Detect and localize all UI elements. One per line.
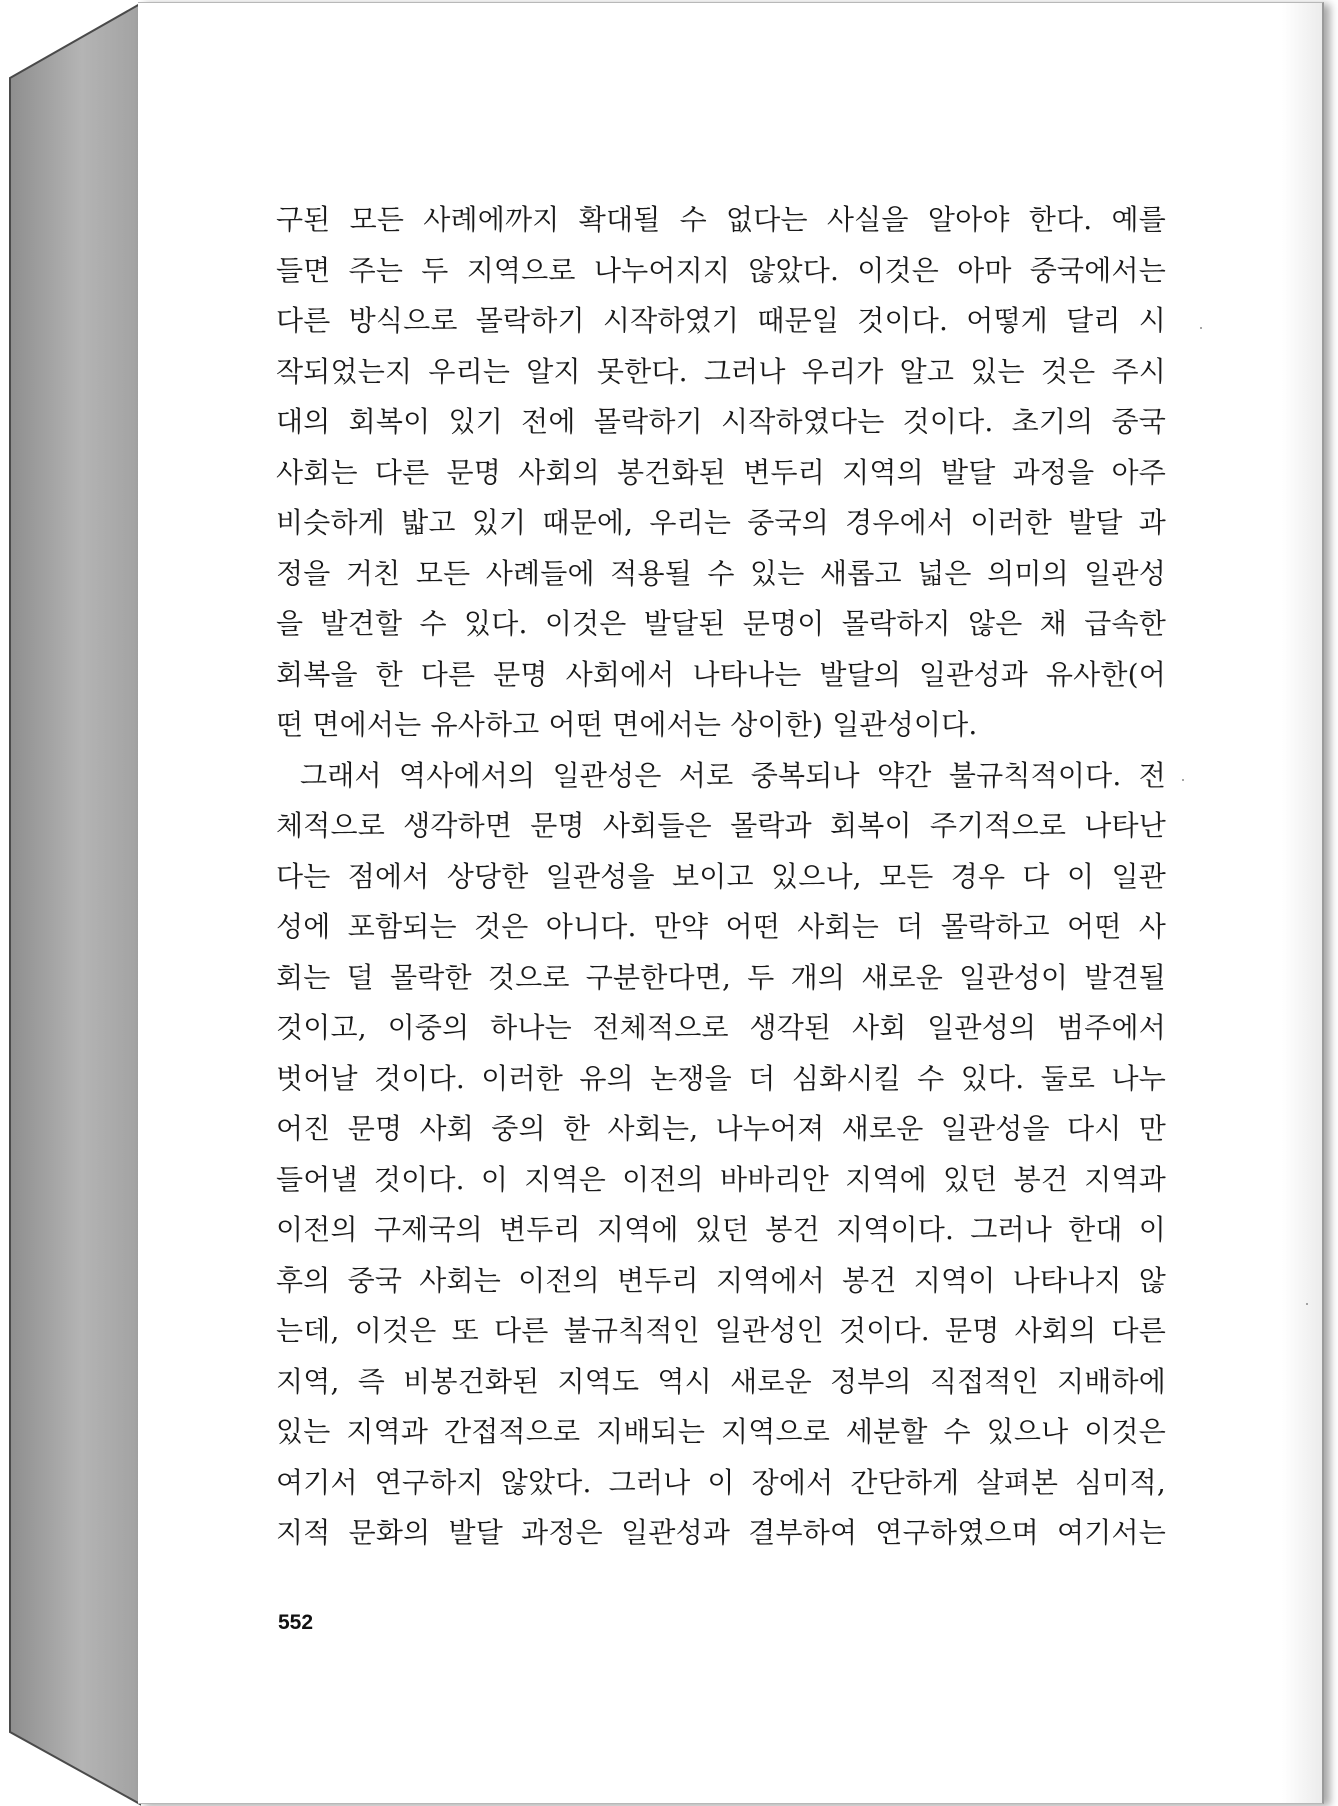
text-line: 후의 중국 사회는 이전의 변두리 지역에서 봉건 지역이 나타나지 않 [276, 1263, 1166, 1297]
paragraph [276, 751, 1166, 1559]
text-line: 는데, 이것은 또 다른 불규칙적인 일관성인 것이다. 문명 사회의 다른 [276, 1314, 1166, 1347]
page-number: 552 [278, 1611, 314, 1634]
text-line: 지역, 즉 비봉건화된 지역도 역시 새로운 정부의 직접적인 지배하에 [276, 1364, 1166, 1398]
paragraph [276, 195, 1166, 751]
book-spine-graphic [0, 0, 150, 1806]
text-line: 대의 회복이 있기 전에 몰락하기 시작하였다는 것이다. 초기의 중국 [276, 405, 1166, 438]
book-spine [0, 0, 150, 1806]
text-line: 들어낼 것이다. 이 지역은 이전의 바바리안 지역에 있던 봉건 지역과 [276, 1162, 1166, 1196]
text-line: 들면 주는 두 지역으로 나누어지지 않았다. 이것은 아마 중국에서는 [276, 253, 1166, 287]
text-line: 지적 문화의 발달 과정은 일관성과 결부하여 연구하였으며 여기서는 [276, 1516, 1166, 1549]
body-text [276, 195, 1166, 1559]
page-edge-shadow [1282, 3, 1322, 1803]
text-line: 정을 거친 모든 사례들에 적용될 수 있는 새롭고 넓은 의미의 일관성 [276, 556, 1166, 590]
book-page [138, 2, 1324, 1804]
text-line: 있는 지역과 간접적으로 지배되는 지역으로 세분할 수 있으나 이것은 [276, 1415, 1166, 1448]
text-line: 그래서 역사에서의 일관성은 서로 중복되나 약간 불규칙적이다. 전 [300, 758, 1166, 792]
text-line: 여기서 연구하지 않았다. 그러나 이 장에서 간단하게 살펴본 심미적, [276, 1465, 1166, 1499]
text-line: 체적으로 생각하면 문명 사회들은 몰락과 회복이 주기적으로 나타난 [276, 809, 1166, 842]
text-line: 이전의 구제국의 변두리 지역에 있던 봉건 지역이다. 그러나 한대 이 [276, 1213, 1166, 1246]
scan-speck [1182, 779, 1184, 781]
text-line: 사회는 다른 문명 사회의 봉건화된 변두리 지역의 발달 과정을 아주 [276, 455, 1166, 489]
text-line: 성에 포함되는 것은 아니다. 만약 어떤 사회는 더 몰락하고 어떤 사 [276, 910, 1166, 943]
text-line: 어진 문명 사회 중의 한 사회는, 나누어져 새로운 일관성을 다시 만 [276, 1112, 1166, 1145]
text-line: 벗어날 것이다. 이러한 유의 논쟁을 더 심화시킬 수 있다. 둘로 나누 [276, 1061, 1166, 1095]
scan-speck [1200, 327, 1202, 329]
text-line: 구된 모든 사례에까지 확대될 수 없다는 사실을 알아야 한다. 예를 [276, 203, 1166, 236]
text-line: 회는 덜 몰락한 것으로 구분한다면, 두 개의 새로운 일관성이 발견될 [276, 960, 1166, 994]
text-line: 작되었는지 우리는 알지 못한다. 그러나 우리가 알고 있는 것은 주시 [276, 354, 1166, 388]
text-line: 떤 면에서는 유사하고 어떤 면에서는 상이한) 일관성이다. [276, 708, 978, 741]
text-line: 것이고, 이중의 하나는 전체적으로 생각된 사회 일관성의 범주에서 [276, 1011, 1166, 1044]
text-line: 다는 점에서 상당한 일관성을 보이고 있으나, 모든 경우 다 이 일관 [276, 859, 1166, 893]
text-line: 다른 방식으로 몰락하기 시작하였기 때문일 것이다. 어떻게 달리 시 [276, 304, 1166, 337]
scan-speck [1306, 1303, 1308, 1305]
text-line: 회복을 한 다른 문명 사회에서 나타나는 발달의 일관성과 유사한(어 [276, 657, 1166, 691]
text-line: 비슷하게 밟고 있기 때문에, 우리는 중국의 경우에서 이러한 발달 과 [276, 506, 1166, 539]
text-line: 을 발견할 수 있다. 이것은 발달된 문명이 몰락하지 않은 채 급속한 [276, 607, 1166, 640]
